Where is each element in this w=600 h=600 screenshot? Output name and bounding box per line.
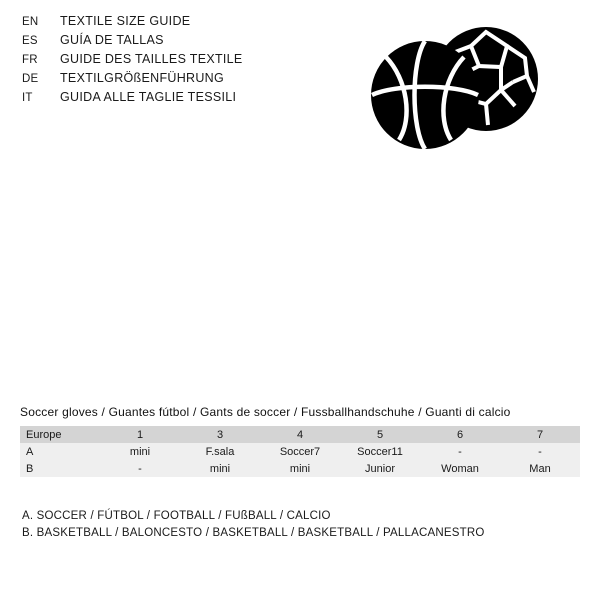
language-title: GUIDE DES TAILLES TEXTILE [60,52,243,66]
table-cell: - [500,443,580,460]
language-title: GUIDA ALLE TAGLIE TESSILI [60,90,237,104]
ball-illustration [355,22,555,167]
table-cell: mini [100,443,180,460]
language-title: TEXTILE SIZE GUIDE [60,14,191,28]
table-cell: B [20,460,100,477]
table-cell: - [100,460,180,477]
language-code: ES [22,35,38,47]
language-code: EN [22,16,39,28]
table-header-cell: 6 [420,426,500,443]
language-row [22,14,243,33]
table-title: Soccer gloves / Guantes fútbol / Gants de soccer / Fussballhandschuhe / Guanti di calcio [20,405,511,419]
table-header-cell: 7 [500,426,580,443]
table-header-cell: 3 [180,426,260,443]
language-row [22,33,243,52]
language-row [22,52,243,71]
language-title: GUÍA DE TALLAS [60,33,164,47]
language-title: TEXTILGRÖßENFÜHRUNG [60,71,225,85]
table-cell: Soccer7 [260,443,340,460]
table-cell: mini [260,460,340,477]
legend [22,510,485,544]
basketball-icon [371,41,479,149]
table-cell: Junior [340,460,420,477]
table-cell: F.sala [180,443,260,460]
legend-line: A. SOCCER / FÚTBOL / FOOTBALL / FUßBALL / CALCIO [22,510,331,522]
table-header-cell: Europe [20,426,100,443]
size-table [20,426,580,477]
table-header-row [20,426,580,443]
size-table-section [20,405,580,477]
table-cell: - [420,443,500,460]
legend-line: B. BASKETBALL / BALONCESTO / BASKETBALL / BASKETBALL / PALLACANESTRO [22,527,485,539]
language-code: IT [22,92,33,104]
table-cell: Soccer11 [340,443,420,460]
table-cell: Woman [420,460,500,477]
table-header-cell: 4 [260,426,340,443]
language-code: FR [22,54,38,66]
language-row [22,90,243,109]
table-cell: mini [180,460,260,477]
table-header-cell: 1 [100,426,180,443]
table-cell: Man [500,460,580,477]
table-cell: A [20,443,100,460]
language-list [22,14,243,109]
table-header-cell: 5 [340,426,420,443]
language-code: DE [22,73,39,85]
language-row [22,71,243,90]
table-row [20,460,580,477]
table-row [20,443,580,460]
